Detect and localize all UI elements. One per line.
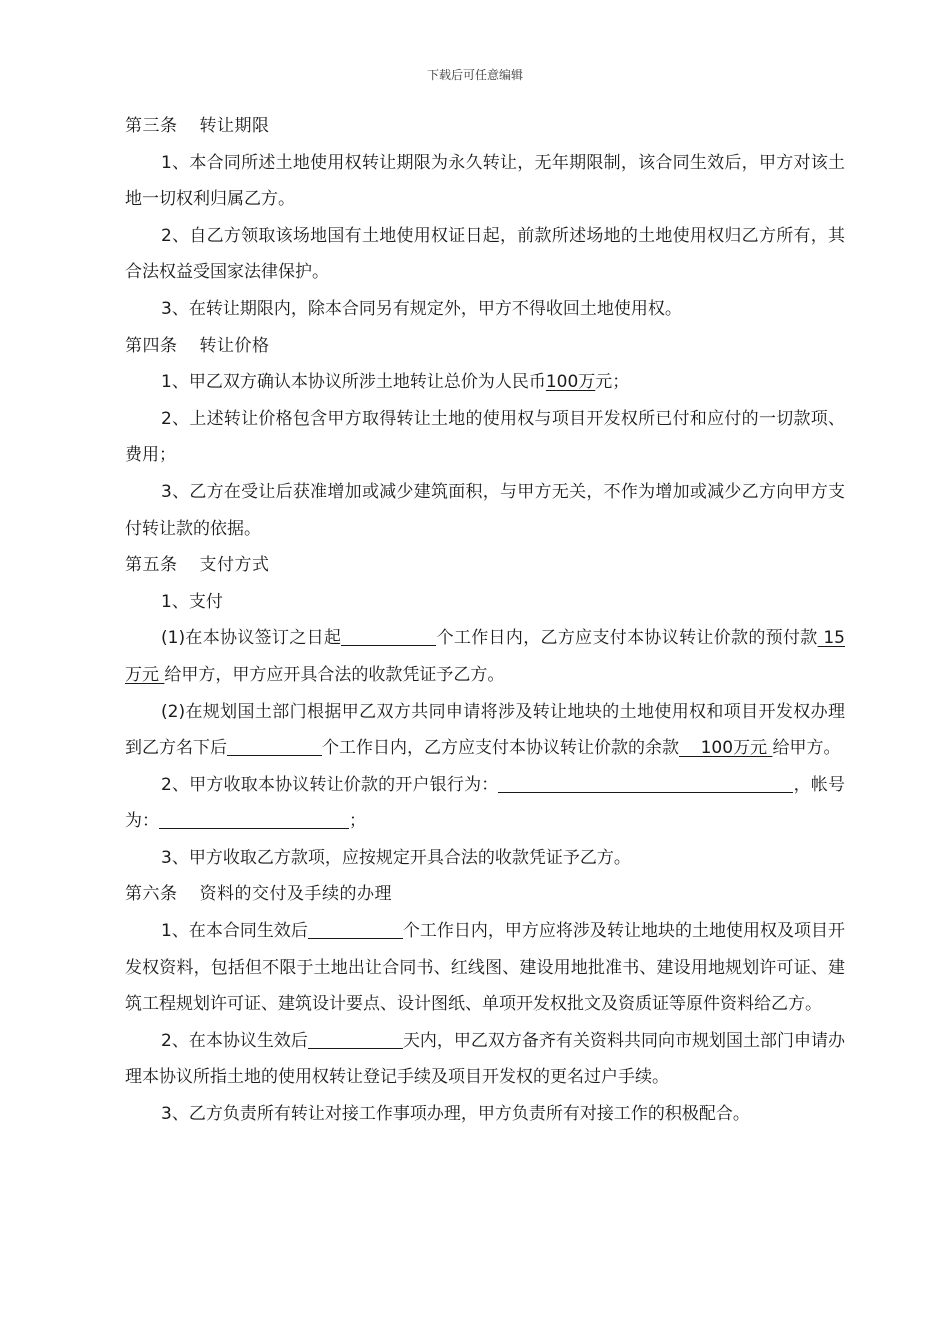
article-3-clause-1: 1、本合同所述土地使用权转让期限为永久转让，无年期限制，该合同生效后，甲方对该土地一切权利归属乙方。 [125, 152, 845, 210]
page-header: 下载后可任意编辑 [426, 68, 523, 82]
article-3-clause-3: 3、在转让期限内，除本合同另有规定外，甲方不得收回土地使用权。 [161, 298, 682, 319]
article-4-heading [125, 328, 845, 365]
article-3-clause-2: 2、自乙方领取该场地国有土地使用权证日起，前款所述场地的土地使用权归乙方所有，其合法权益受国家法律保护。 [125, 225, 845, 283]
article-4-clause-1 [125, 364, 845, 401]
article-5-clause-3: 3、甲方收取乙方款项，应按规定开具合法的收款凭证予乙方。 [161, 847, 631, 868]
blank-bank-name[interactable] [498, 772, 793, 793]
clause-text: 给甲方，甲方应开具合法的收款凭证予乙方。 [164, 664, 505, 685]
article-number: 第三条 [125, 116, 178, 136]
article-5-clause-1-2 [125, 694, 845, 767]
article-4-clause-3: 3、乙方在受让后获准增加或减少建筑面积，与甲方无关，不作为增加或减少乙方向甲方支付转让款的依据。 [125, 481, 845, 539]
article-number: 第五条 [125, 555, 178, 576]
clause-text: (2)在规划国土部门根据甲乙双方共同申请将涉及转让地块的土地使用权和项目开发权办理到乙方名下后 [125, 701, 845, 759]
article-6-clause-2 [125, 1023, 845, 1096]
clause-text: ； [349, 811, 366, 832]
article-6-clause-3: 3、乙方负责所有转让对接工作事项办理，甲方负责所有对接工作的积极配合。 [161, 1104, 750, 1125]
blank-days[interactable] [308, 1028, 403, 1049]
article-5-heading [125, 547, 845, 584]
article-title: 支付方式 [199, 555, 270, 576]
article-6-heading [125, 876, 845, 913]
article-title: 转让价格 [199, 335, 270, 356]
clause-text: 元； [595, 372, 630, 393]
blank-working-days[interactable] [308, 918, 403, 939]
clause-text: 1、甲乙双方确认本协议所涉土地转让总价为人民币 [161, 372, 546, 393]
article-title: 资料的交付及手续的办理 [199, 884, 392, 905]
clause-text: 2、在本协议生效后 [161, 1030, 308, 1051]
balance-amount: 100万元 [679, 738, 773, 759]
prepayment-amount: 15万元 [125, 628, 845, 685]
clause-text: ，帐号为： [125, 774, 845, 832]
article-title: 转让期限 [199, 116, 270, 136]
clause-text: 个工作日内，乙方应支付本协议转让价款的预付款 [436, 628, 818, 649]
blank-account-number[interactable] [159, 808, 349, 829]
article-5-clause-1: 1、支付 [161, 591, 223, 612]
clause-text: 1、在本合同生效后 [161, 921, 308, 942]
blank-working-days[interactable] [341, 625, 436, 646]
article-3-heading [125, 108, 845, 145]
blank-working-days[interactable] [227, 735, 322, 756]
article-number: 第四条 [125, 335, 178, 356]
clause-text: 给甲方。 [772, 738, 841, 759]
clause-text: 个工作日内，乙方应支付本协议转让价款的余款 [322, 738, 679, 759]
clause-text: (1)在本协议签订之日起 [161, 628, 342, 649]
total-price-amount: 100万 [545, 372, 596, 393]
article-6-clause-1 [125, 913, 845, 1023]
contract-body [125, 108, 845, 1133]
clause-text: 个工作日内，甲方应将涉及转让地块的土地使用权及项目开发权资料，包括但不限于土地出让合同书、红线图、建设用地批准书、建设用地规划许可证、建筑工程规划许可证、建筑设计要点、设计图纸、单项开发权批文及资质证等原件资料给乙方。 [125, 921, 846, 1015]
article-4-clause-2: 2、上述转让价格包含甲方取得转让土地的使用权与项目开发权所已付和应付的一切款项、费用； [125, 408, 845, 466]
clause-text: 2、甲方收取本协议转让价款的开户银行为： [161, 774, 499, 795]
article-5-clause-2 [125, 767, 845, 840]
article-5-clause-1-1 [125, 620, 845, 693]
clause-text: 天内，甲乙双方备齐有关资料共同向市规划国土部门申请办理本协议所指土地的使用权转让登记手续及项目开发权的更名过户手续。 [125, 1030, 846, 1088]
article-number: 第六条 [125, 884, 178, 905]
